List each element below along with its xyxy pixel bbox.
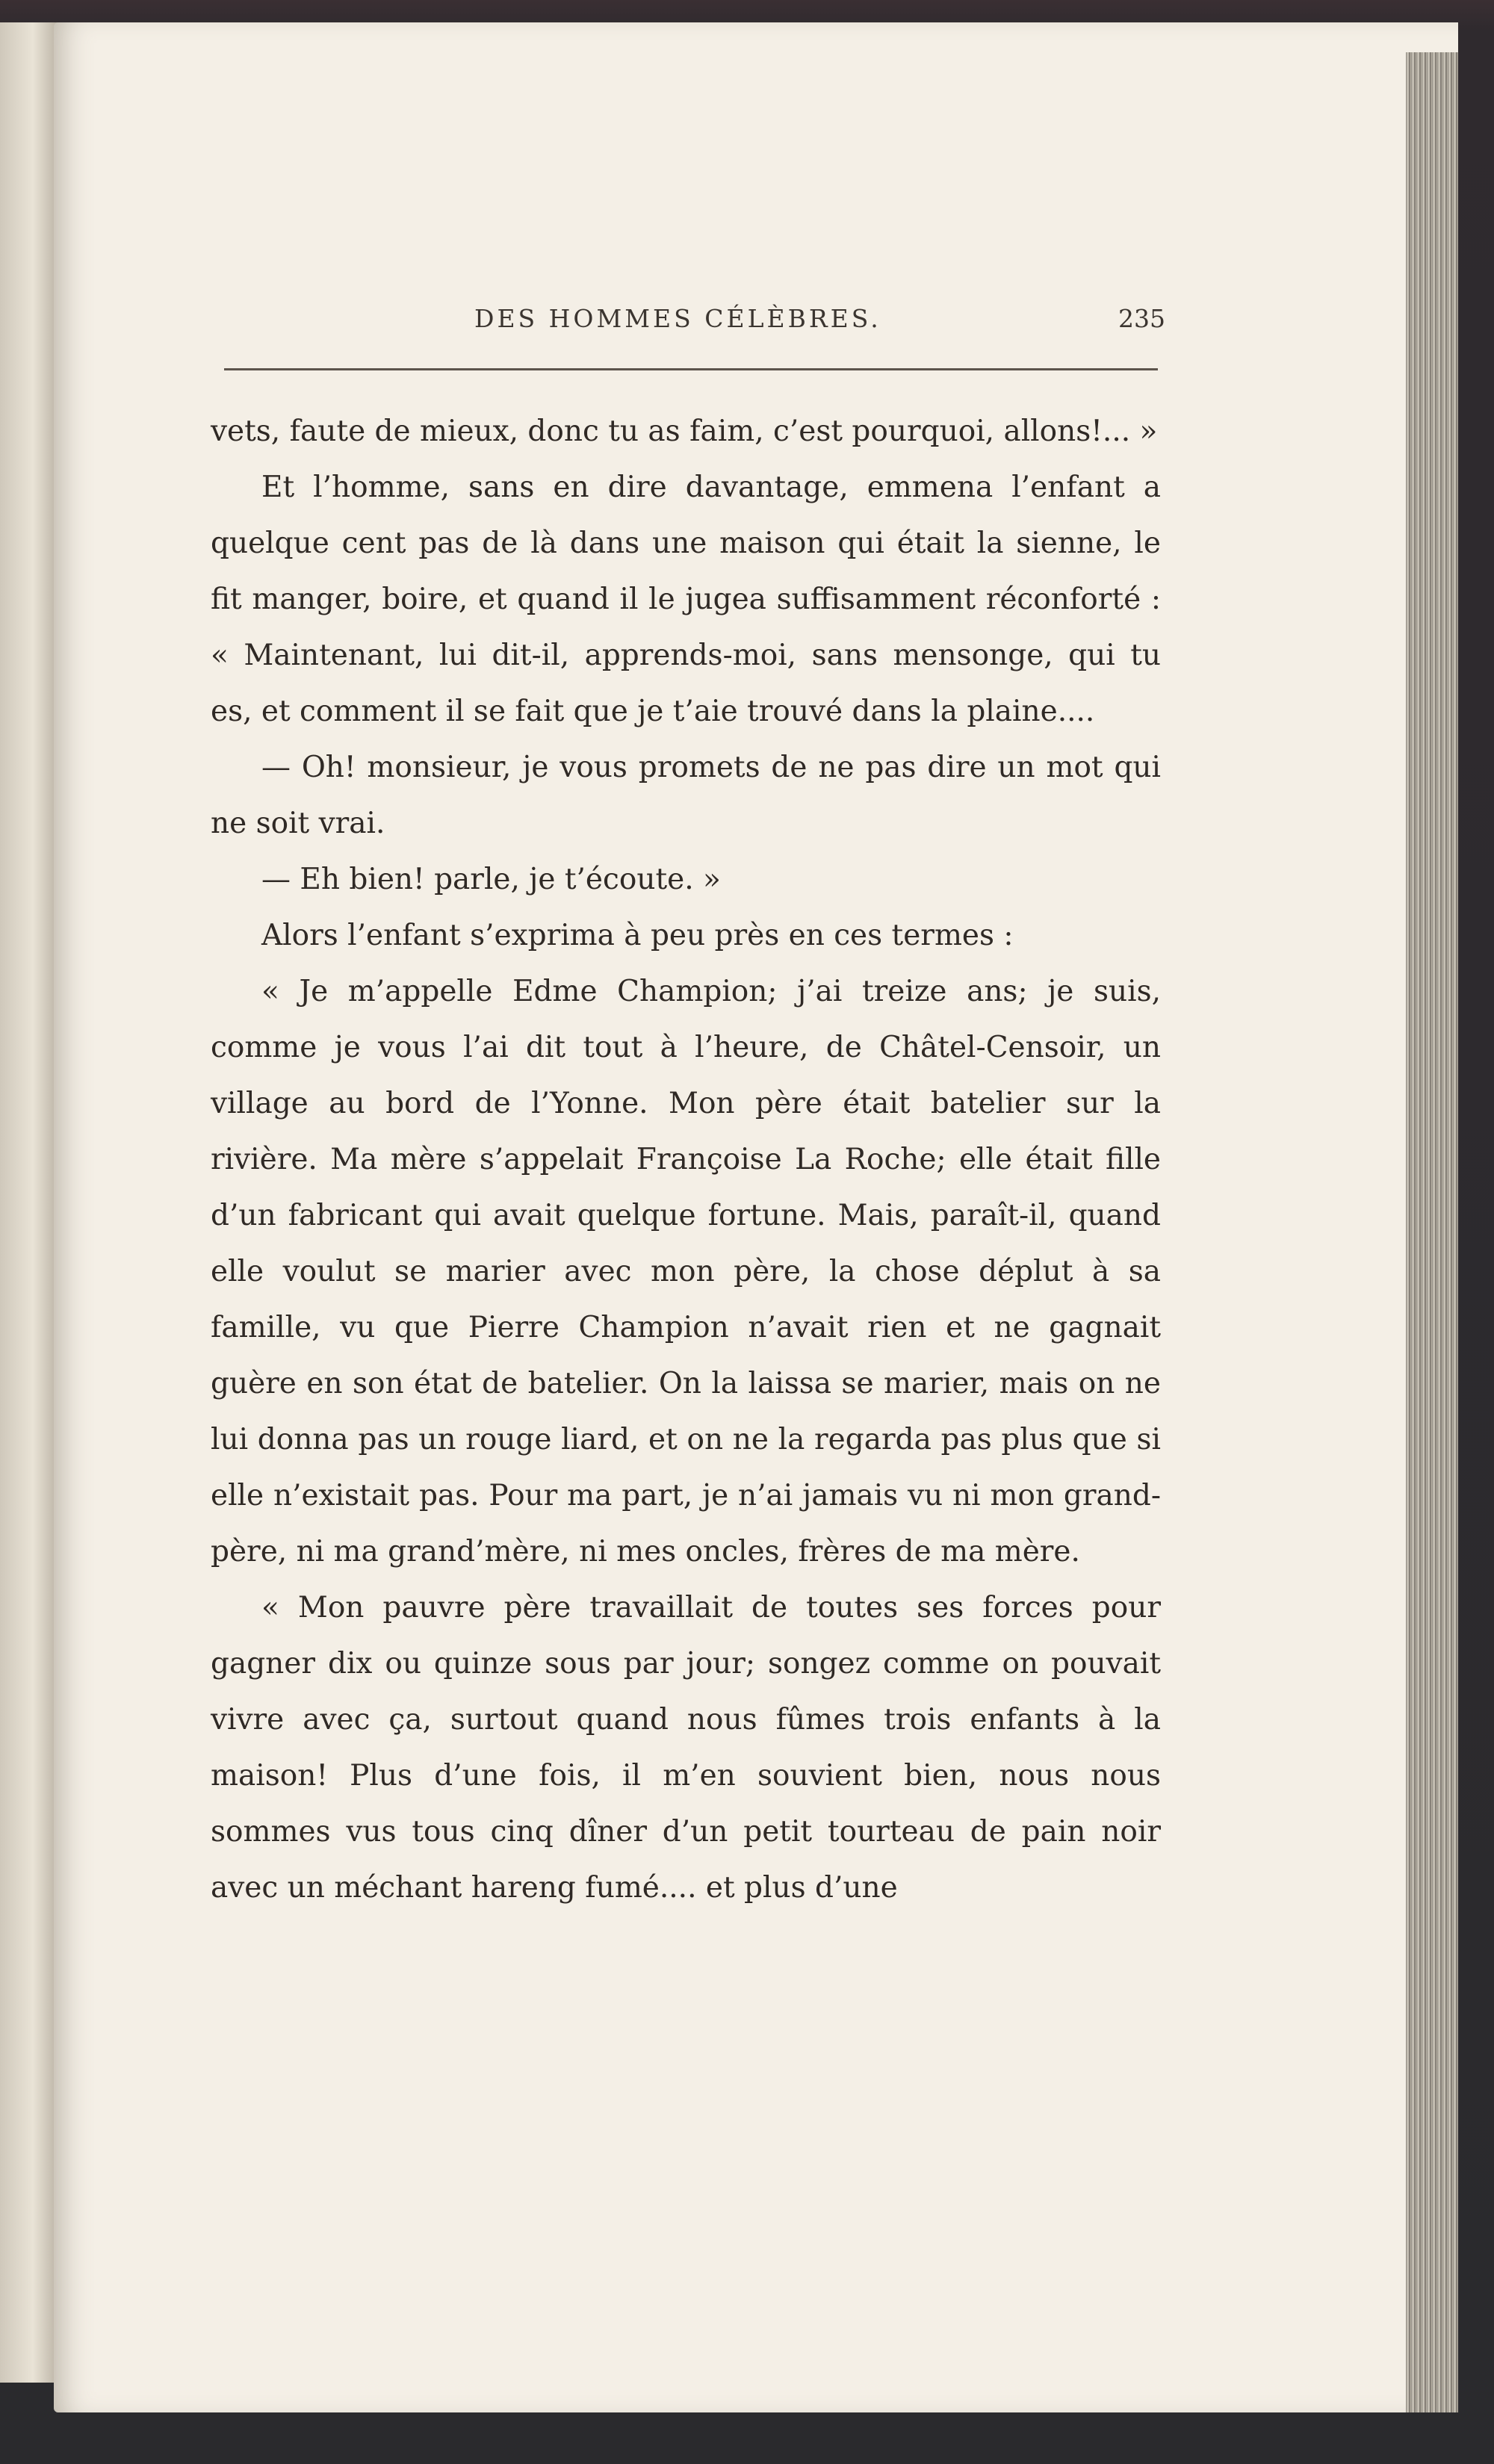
paragraph-continuation: vets, faute de mieux, donc tu as faim, c’est pourquoi, allons!... » (211, 415, 1158, 448)
page-fore-edge (1406, 52, 1458, 2412)
paragraph: Et l’homme, sans en dire davantage, emmena l’enfant a quelque cent pas de là dans une maison qui était la sienne, le fit manger, boire, et quand il le jugea suffisamment réconforté : « Maintenant, lui dit-il, apprends-moi, sans mensonge, qui tu es, et comment il se fait que je t’aie trouvé dans la plaine.... (211, 471, 1161, 728)
dialogue-line: — Oh! monsieur, je vous promets de ne pas dire un mot qui ne soit vrai. (211, 751, 1161, 840)
running-header (217, 295, 1165, 347)
running-title: DES HOMMES CÉLÈBRES. (474, 304, 881, 333)
body-text (211, 403, 1161, 1916)
facing-page-edge (0, 22, 60, 2383)
header-rule (224, 368, 1158, 370)
paragraph: « Je m’appelle Edme Champion; j’ai treize ans; je suis, comme je vous l’ai dit tout à l’heure, de Châtel-Censoir, un village au bord de l’Yonne. Mon père était batelier sur la rivière. Ma mère s’appelait Françoise La Roche; elle était fille d’un fabricant qui avait quelque fortune. Mais, paraît-il, quand elle voulut se marier avec mon père, la chose déplut à sa famille, vu que Pierre Champion n’avait rien et ne gagnait guère en son état de batelier. On la laissa se marier, mais on ne lui donna pas un rouge liard, et on ne la regarda pas plus que si elle n’existait pas. Pour ma part, je n’ai jamais vu ni mon grand-père, ni ma grand’mère, ni mes oncles, frères de ma mère. (211, 975, 1161, 1568)
paragraph: « Mon pauvre père travaillait de toutes ses forces pour gagner dix ou quinze sous par jour; songez comme on pouvait vivre avec ça, surtout quand nous fûmes trois enfants à la maison! Plus d’une fois, il m’en souvient bien, nous nous sommes vus tous cinq dîner d’un petit tourteau de pain noir avec un méchant hareng fumé.... et plus d’une (211, 1591, 1161, 1905)
paragraph: Alors l’enfant s’exprima à peu près en ces termes : (261, 919, 1014, 952)
page-number: 235 (1118, 304, 1165, 333)
dialogue-line: — Eh bien! parle, je t’écoute. » (261, 863, 721, 896)
